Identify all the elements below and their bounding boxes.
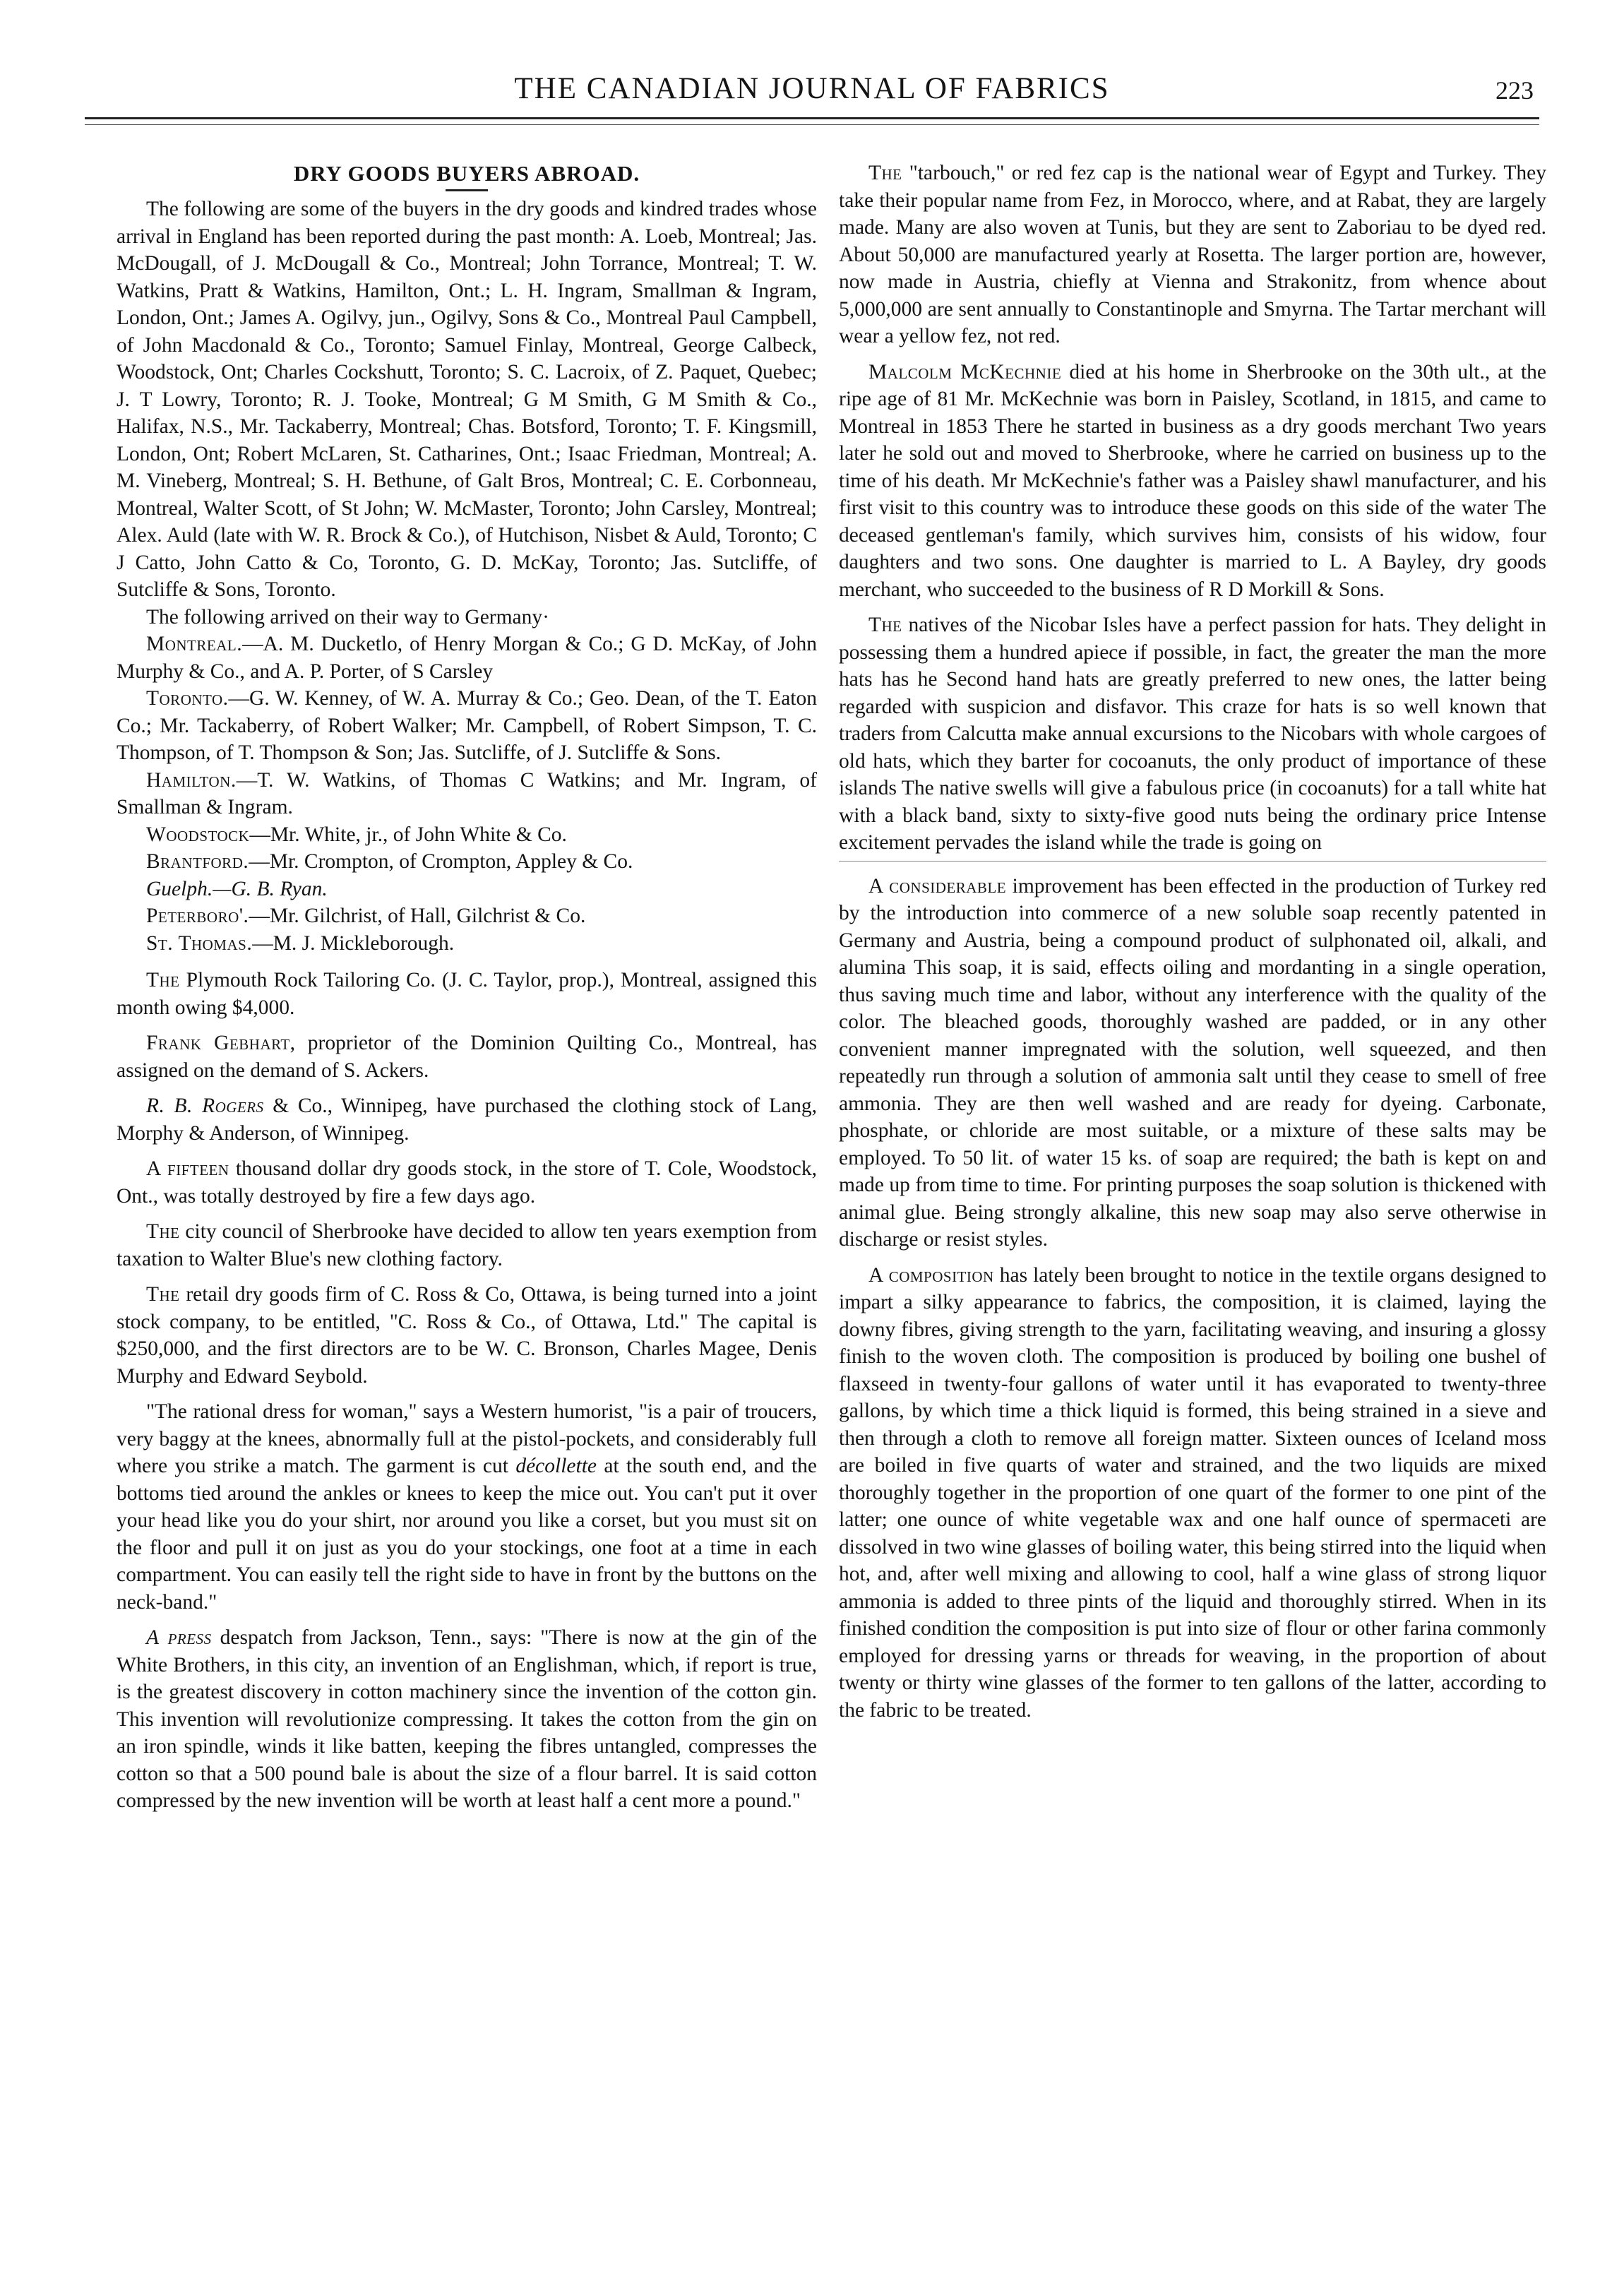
st-thomas-label: St. Thomas. bbox=[146, 931, 253, 955]
header-rule bbox=[85, 117, 1539, 119]
item-text: has lately been brought to notice in the textile organs designed to impart a silky appearance to fabrics, the composition, it is claimed, laying the downy fibres, giving strength to the yarn, facilitating weaving, and insuring a glossy finish to the woven cloth. The composition is produced by boiling one bushel of flaxseed in twenty-four gallons of water until it has evaporated to twenty-three gallons, by which time a thick liquid is formed, this being strained in a sieve and then through a cloth to remove all foreign matter. Sixteen ounces of Iceland moss are boiled in five quarts of water and strained, and the two liquids are mixed thoroughly together in the proportion of one quart of the former to one pint of the latter; one ounce of white vegetable wax and one half ounce of spermaceti are dissolved in two wine glasses of boiling water, this being stirred into the liquid when hot, and, after well mixing and allowing to cool, half a wine glass of strong liquor ammonia is added to three pints of the liquid and thoroughly stirred. When in its finished condition the composition is put into size of flour or other farina commonly employed for dressing yarns or threads for weaving, in the proportion of about twenty or thirty wine glasses of the former to ten gallons of the latter, according to the fabric to be treated. bbox=[839, 1263, 1546, 1722]
headline-rule bbox=[446, 189, 488, 191]
item-italic: décollette bbox=[515, 1455, 597, 1477]
montreal-text: —A. M. Ducketlo, of Henry Morgan & Co.; G D. McKay, of John Murphy & Co., and A. P. Porter, of S Carsley bbox=[117, 633, 817, 683]
woodstock-text: —Mr. White, jr., of John White & Co. bbox=[249, 823, 567, 846]
item-lead: R. B. Rogers bbox=[146, 1095, 264, 1117]
hamilton-entry bbox=[117, 767, 817, 821]
fire-item bbox=[117, 1155, 817, 1210]
toronto-entry bbox=[117, 685, 817, 767]
silky-composition-item bbox=[839, 1262, 1546, 1724]
item-text: "tarbouch," or red fez cap is the national wear of Egypt and Turkey. They take their popular name from Fez, in Morocco, where, and at Rabat, they are largely made. Many are also woven at Tunis, but they are sent to Zaboriau to be dyed red. About 50,000 are manufactured yearly at Rosetta. The larger portion are, however, now made in Austria, chiefly at Vienna and Strakonitz, from whence about 5,000,000 are sent annually to Constantinople and Smyrna. The Tartar merchant will wear a yellow fez, not red. bbox=[839, 162, 1546, 347]
peterboro-label: Peterboro'. bbox=[146, 905, 249, 927]
plymouth-rock-item bbox=[117, 967, 817, 1021]
item-lead: A composition bbox=[868, 1263, 994, 1287]
toronto-label: Toronto. bbox=[146, 687, 229, 710]
item-text: retail dry goods firm of C. Ross & Co, Ottawa, is being turned into a joint stock company, to be entitled, "C. Ross & Co., of Ottawa, Ltd." The capital is $250,000, and the first directors are to be W. C. Bronson, Charles Magee, Denis Murphy and Edward Seybold. bbox=[117, 1283, 817, 1388]
turkey-red-item bbox=[839, 873, 1546, 1253]
tarbouch-item bbox=[839, 160, 1546, 350]
item-text: despatch from Jackson, Tenn., says: "There is now at the gin of the White Brothers, in this city, an invention of an Englishman, which, if report is true, is the greatest discovery in cotton machinery since the invention of the cotton gin. This invention will revolutionize compressing. It takes the cotton from the gin on an iron spindle, winds it like batten, keeping the fibres untangled, compresses the cotton so that a 500 pound bale is about the size of a flour barrel. It is said cotton compressed by the new invention will be worth at least half a cent more a pound." bbox=[117, 1626, 817, 1812]
brantford-entry bbox=[117, 848, 817, 876]
left-column bbox=[117, 160, 817, 2229]
item-lead: The bbox=[146, 1220, 180, 1243]
peterboro-text: —Mr. Gilchrist, of Hall, Gilchrist & Co. bbox=[249, 905, 586, 927]
ross-company-item bbox=[117, 1281, 817, 1390]
item-lead: Malcolm McKechnie bbox=[868, 360, 1062, 383]
item-lead: A press bbox=[146, 1626, 212, 1649]
item-text: "The rational dress for woman," says a Western humorist, "is a pair of troucers, very baggy at the knees, abnormally full at the pistol-pockets, and considerably full where you strike a match. The garment is cut bbox=[117, 1400, 817, 1477]
right-column bbox=[839, 160, 1546, 2229]
item-text: died at his home in Sherbrooke on the 30th ult., at the ripe age of 81 Mr. McKechnie was born in Paisley, Scotland, in 1815, and came to Montreal in 1853 There he started in business as a dry goods merchant Two years later he sold out and moved to Sherbrooke, where he carried on business up to the time of his death. Mr McKechnie's father was a Paisley shawl manufacturer, and his first visit to this country was to introduce these goods on this side of the water The deceased gentleman's family, which survives him, consists of his widow, four daughters and two sons. One daughter is married to L. A Bayley, dry goods merchant, who succeeded to the business of R D Morkill & Sons. bbox=[839, 360, 1546, 601]
item-lead: The bbox=[868, 614, 902, 636]
item-text: proprietor of the Dominion Quilting Co., Montreal, has assigned on the demand of S. Ackers. bbox=[117, 1032, 817, 1082]
masthead bbox=[85, 68, 1539, 110]
sherbrooke-council-item bbox=[117, 1218, 817, 1272]
brantford-text: —Mr. Crompton, of Crompton, Appley & Co. bbox=[249, 850, 633, 873]
peterboro-entry bbox=[117, 902, 817, 930]
nicobar-item bbox=[839, 612, 1546, 857]
page-number: 223 bbox=[1495, 76, 1534, 105]
section-divider bbox=[839, 861, 1546, 862]
woodstock-label: Woodstock bbox=[146, 823, 250, 846]
germany-intro: The following arrived on their way to Germany· bbox=[146, 605, 549, 628]
item-text: improvement has been effected in the production of Turkey red by the introduction into commerce of a new soluble soap recently patented in Germany and Austria, being a compound product of sulphonated oil, alkali, and alumina This soap, it is said, effects oiling and mordanting in a single operation, thus saving much time and labor, without any interference with the quality of the color. The bleached goods, thoroughly washed are padded, or in any other convenient manner impregnated with the solution, well squeezed, and then repeatedly run through a solution of ammonia salt until they cease to smell of free ammonia. They are then well washed and are ready for dyeing. Carbonate, phosphate, or chloride are most suitable, or a mixture of these salts may be employed. To 50 lit. of water 15 ks. of soap are required; the bath is kept on and made up from time to time. For printing purposes the soap solution is thickened with animal glue. Being strongly alkaline, this new soap may also serve otherwise in discharge or resist styles. bbox=[839, 874, 1546, 1251]
st-thomas-text: —M. J. Mickleborough. bbox=[252, 931, 455, 955]
montreal-entry bbox=[117, 631, 817, 685]
hamilton-text: —T. W. Watkins, of Thomas C Watkins; and Mr. Ingram, of Smallman & Ingram. bbox=[117, 768, 817, 818]
item-lead: A considerable bbox=[868, 874, 1007, 898]
item-lead: The bbox=[146, 1283, 180, 1306]
item-lead: The bbox=[146, 969, 180, 991]
montreal-label: Montreal. bbox=[146, 633, 243, 655]
mckechnie-obituary bbox=[839, 359, 1546, 604]
item-lead: The bbox=[868, 162, 902, 184]
press-despatch-item bbox=[117, 1624, 817, 1815]
item-text: city council of Sherbrooke have decided to allow ten years exemption from taxation to Walter Blue's new clothing factory. bbox=[117, 1220, 817, 1270]
guelph-text: Guelph.—G. B. Ryan. bbox=[146, 877, 328, 900]
item-text: natives of the Nicobar Isles have a perfect passion for hats. They delight in possessing them a hundred apiece if possible, in fact, the greater the man the more hats has he Second hand hats are greatly preferred to new ones, the latter being regarded with suspicion and disfavor. This craze for hats is so well known that traders from Calcutta make annual excursions to the Nicobars with whole cargoes of old hats, which they barter for cocoanuts, the only product of importance of these islands The native swells will give a fabulous price (in cocoanuts) for a tall white hat with a black band, sixty to sixty-five good nuts being the ordinary price Intense excitement pervades the island while the trade is going on bbox=[839, 614, 1546, 854]
item-text: & Co., Winnipeg, have purchased the clothing stock of Lang, Morphy & Anderson, of Winnipeg. bbox=[117, 1095, 817, 1145]
st-thomas-entry bbox=[117, 930, 817, 958]
item-text: Plymouth Rock Tailoring Co. (J. C. Taylor, prop.), Montreal, assigned this month owing $4,000. bbox=[117, 969, 817, 1019]
buyers-paragraph: The following are some of the buyers in the dry goods and kindred trades whose arrival in England has been reported during the past month: A. Loeb, Montreal; Jas. McDougall, of J. McDougall & Co., Montreal; John Torrance, Montreal; T. W. Watkins, Pratt & Watkins, Hamilton, Ont.; L. H. Ingram, Smallman & Ingram, London, Ont.; James A. Ogilvy, jun., Ogilvy, Sons & Co., Montreal Paul Campbell, of John Macdonald & Co., Toronto; Samuel Finlay, Montreal, George Calbeck, Woodstock, Ont; Charles Cockshutt, Toronto; S. C. Lacroix, of Z. Paquet, Quebec; J. T Lowry, Toronto; R. J. Tooke, Montreal; G M Smith, G M Smith & Co., Halifax, N.S., Mr. Tackaberry, Montreal; Chas. Botsford, Toronto; T. F. Kingsmill, London, Ont; Robert McLaren, St. Catharines, Ont.; Isaac Friedman, Montreal; A. M. Vineberg, Montreal; S. H. Bethune, of Galt Bros, Montreal; C. E. Corbonneau, Montreal, Walter Scott, of St John; W. McMaster, Toronto; John Carsley, Montreal; Alex. Auld (late with W. R. Brock & Co.), of Hutchison, Nisbet & Auld, Toronto; C J Catto, John Catto & Co, Toronto, G. D. McKay, Toronto; Jas. Sutcliffe, of Sutcliffe & Sons, Toronto. bbox=[117, 198, 817, 601]
rational-dress-item bbox=[117, 1398, 817, 1616]
journal-title: THE CANADIAN JOURNAL OF FABRICS bbox=[514, 72, 1110, 105]
article-headline: DRY GOODS BUYERS ABROAD. bbox=[293, 161, 640, 186]
item-lead: Frank Gebhart, bbox=[146, 1032, 296, 1054]
brantford-label: Brantford. bbox=[146, 850, 249, 873]
rogers-item bbox=[117, 1092, 817, 1147]
hamilton-label: Hamilton. bbox=[146, 768, 237, 792]
item-text: thousand dollar dry goods stock, in the store of T. Cole, Woodstock, Ont., was totally destroyed by fire a few days ago. bbox=[117, 1157, 817, 1208]
gebhart-item bbox=[117, 1030, 817, 1084]
woodstock-entry bbox=[117, 821, 817, 849]
guelph-entry bbox=[117, 876, 817, 903]
header-rule-thin bbox=[85, 124, 1539, 125]
toronto-text: —G. W. Kenney, of W. A. Murray & Co.; Geo. Dean, of the T. Eaton Co.; Mr. Tackaberry, of Robert Walker; Mr. Campbell, of Robert Simpson, T. C. Thompson, of T. Thompson & Son; Jas. Sutcliffe, of J. Sutcliffe & Sons. bbox=[117, 687, 817, 764]
item-lead: A fifteen bbox=[146, 1157, 229, 1180]
item-text: at the south end, and the bottoms tied around the ankles or knees to keep the mice out. You can't put it over your head like you do your shirt, nor around you like a corset, but you must sit on the floor and pull it on just as you do your stockings, one foot at a time in each compartment. You can easily tell the right side to have in front by the buttons on the neck-band." bbox=[117, 1455, 817, 1614]
